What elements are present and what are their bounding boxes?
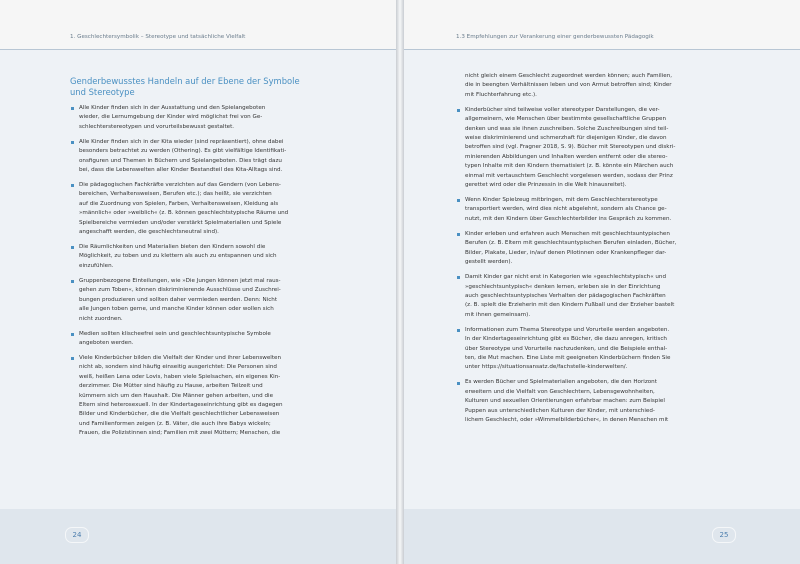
- text-line: betroffen sind (vgl. Fragner 2018, S. 9). Bücher mit Stereotypen und diskri-: [465, 144, 676, 151]
- running-header: [404, 0, 800, 50]
- text-line: nicht ab, sondern sind häufig einseitig ausgerichtet: Die Personen sind: [79, 364, 277, 371]
- text-line: Die Räumlichkeiten und Materialien bieten den Kindern sowohl die: [79, 244, 266, 251]
- running-header-text: 1.3 Empfehlungen zur Verankerung einer genderbewussten Pädagogik: [456, 34, 654, 40]
- text-line: In der Kindertageseinrichtung gibt es Bücher, die dazu anregen, kritisch: [465, 336, 667, 343]
- bullet-item: [456, 273, 726, 320]
- text-line: Berufen (z. B. Eltern mit geschlechtsuntypischen Berufen einladen, Bücher,: [465, 240, 677, 247]
- text-line: Kinder erleben und erfahren auch Menschen mit geschlechtsuntypischen: [465, 230, 670, 237]
- page-content: [70, 76, 332, 444]
- bullet-item: [70, 330, 332, 349]
- text-line: Viele Kinderbücher bilden die Vielfalt der Kinder und ihrer Lebenswelten: [79, 354, 282, 361]
- text-line: Gruppenbezogene Einteilungen, wie »Die Jungen können jetzt mal raus-: [79, 277, 281, 284]
- text-line: die in beengten Verhältnissen leben und von Armut betroffen sind; Kinder: [465, 82, 672, 89]
- text-line: einmal mit vertauschtem Geschlecht vorgelesen werden, sodass der Prinz: [465, 172, 673, 179]
- page-content: [456, 72, 726, 431]
- section-heading: [70, 76, 332, 98]
- text-line: bungen produzieren und sollten daher vermieden werden. Denn: Nicht: [79, 296, 278, 303]
- text-line: auch geschlechtsuntypisches Verhalten der pädagogischen Fachkräften: [465, 292, 666, 299]
- text-line: schlechterstereotypen und vorurteilsbewusst gestaltet.: [79, 123, 235, 130]
- page-number: 24: [65, 527, 89, 543]
- text-line: Wenn Kinder Spielzeug mitbringen, mit dem Geschlechterstereotype: [465, 197, 658, 204]
- text-line: mit Fluchterfahrung etc.).: [465, 91, 537, 98]
- text-line: nicht gleich einem Geschlecht zugeordnet werden können; auch Familien,: [465, 73, 673, 79]
- text-line: nicht zuordnen.: [79, 315, 123, 322]
- text-line: weiß, heißen Lena oder Lovis, haben viele Spielsachen, ein eigenes Kin-: [79, 373, 281, 380]
- text-line: Informationen zum Thema Stereotype und Vorurteile werden angeboten.: [465, 326, 670, 333]
- text-line: Frauen, die Polizistinnen sind; Familien mit zwei Müttern; Menschen, die: [79, 430, 281, 437]
- text-line: »männlich« oder »weiblich« (z. B. können geschlechtstypische Räume und: [79, 210, 289, 217]
- text-line: ten, die Mut machen. Eine Liste mit geeigneten Kinderbüchern finden Sie: [465, 354, 671, 361]
- text-line: Kulturen und sexuellen Orientierungen erfahrbar machen: zum Beispiel: [465, 398, 665, 405]
- text-line: bereichen, Verhaltensweisen, Berufen etc.); das heißt, sie verzichten: [79, 191, 272, 198]
- text-line: über Stereotype und Vorurteile nachzudenken, und die Beispiele enthal-: [465, 345, 668, 352]
- text-line: besonders betrachtet zu werden (Othering). Es gibt vielfältige Identifikati-: [79, 148, 287, 155]
- text-line: gerettet wird oder die Prinzessin in die Welt hinausreitet).: [465, 182, 627, 189]
- text-line: bei, dass die Lebenswelten aller Kinder Bestandteil des Kita-Alltags sind.: [79, 167, 283, 174]
- bullet-item: [70, 138, 332, 176]
- text-line: gehen zum Toben«, können diskriminierende Ausschlüsse und Zuschrei-: [79, 287, 281, 294]
- bullet-item: [70, 243, 332, 271]
- bullet-item: [70, 277, 332, 324]
- bullet-item: [456, 196, 726, 224]
- bullet-item: [456, 378, 726, 425]
- text-line: Spielbereiche vermieden und/oder verstärkt Spielmaterialien und Spiele: [79, 219, 282, 226]
- page-number: 25: [712, 527, 736, 543]
- text-line: derzimmer. Die Mütter sind häufig zu Hause, arbeiten Teilzeit und: [79, 383, 263, 390]
- heading-line: Genderbewusstes Handeln auf der Ebene der Symbole: [70, 76, 300, 86]
- text-line: Die pädagogischen Fachkräfte verzichten auf das Gendern (von Lebens-: [79, 182, 281, 189]
- text-line: minierenden Abbildungen und Inhalten werden entfernt oder die stereo-: [465, 153, 668, 160]
- book-gutter: [396, 0, 404, 564]
- text-line: typen Inhalte mit den Kindern thematisiert (z. B. könnte ein Märchen auch: [465, 163, 674, 170]
- text-line: lichem Geschlecht, oder »Wimmelbilderbücher«, in denen Menschen mit: [465, 416, 669, 423]
- text-line: und Familienformen zeigen (z. B. Väter, die auch ihre Babys wickeln;: [79, 420, 271, 427]
- text-line: Es werden Bücher und Spielmaterialien angeboten, die den Horizont: [465, 379, 657, 386]
- text-line: erweitern und die Vielfalt von Geschlechtern, Lebensgewohnheiten,: [465, 388, 655, 395]
- text-line: transportiert werden, wird dies nicht abgelehnt, sondern als Chance ge-: [465, 206, 667, 213]
- right-page: [404, 0, 800, 564]
- text-line: Kinderbücher sind teilweise voller stereotyper Darstellungen, die ver-: [465, 106, 660, 113]
- text-line: auf die Zuordnung von Spielen, Farben, Verhaltensweisen, Kleidung als: [79, 200, 279, 207]
- text-line: Medien sollten klischeefrei sein und geschlechtsuntypische Symbole: [79, 330, 271, 337]
- text-line: weise diskriminierend und schmerzhaft für diejenigen Kinder, die davon: [465, 135, 667, 142]
- text-line: Eltern sind heterosexuell. In der Kindertageseinrichtung gibt es dagegen: [79, 401, 283, 408]
- running-header-text: 1. Geschlechtersymbolik – Stereotype und tatsächliche Vielfalt: [70, 34, 246, 40]
- text-line: mit ihnen gemeinsam).: [465, 311, 531, 318]
- text-line: denken und was sie ihnen zuschreiben. Solche Zuschreibungen sind teil-: [465, 125, 669, 132]
- text-line: angeschafft werden, die geschlechtsneutral sind).: [79, 229, 219, 236]
- text-line: wieder, die Lernumgebung der Kinder wird möglichst frei von Ge-: [79, 114, 263, 121]
- bullet-item: [456, 230, 726, 268]
- text-line: onsfiguren und Themen in Büchern und Spielangeboten. Dies trägt dazu: [79, 157, 282, 164]
- page-footer: [0, 509, 396, 564]
- bullet-item: [70, 354, 332, 439]
- left-page: [0, 0, 396, 564]
- bullet-list: [456, 72, 726, 425]
- text-line: »geschlechtsuntypisch« denken lernen, erleben sie in der Einrichtung: [465, 283, 661, 290]
- text-line: nutzt, mit den Kindern über Geschlechterbilder ins Gespräch zu kommen.: [465, 215, 672, 222]
- text-line: Bilder, Plakate, Lieder, in/auf denen Pilotinnen oder Krankenpfleger dar-: [465, 249, 667, 256]
- text-line: (z. B. spielt die Erzieherin mit den Kindern Fußball und der Erzieher bastelt: [465, 302, 675, 309]
- text-line: unter https://situationsansatz.de/fachstelle-kinderwelten/.: [465, 364, 628, 371]
- text-line: allgemeinern, wie Menschen über bestimmte gesellschaftliche Gruppen: [465, 116, 667, 123]
- text-line: Möglichkeit, zu toben und zu klettern als auch zu entspannen und sich: [79, 253, 277, 260]
- text-line: einzufühlen.: [79, 262, 114, 269]
- continued-list-item: [456, 72, 726, 100]
- text-line: Alle Kinder finden sich in der Ausstattung und den Spielangeboten: [79, 105, 266, 111]
- text-line: alle Jungen toben gerne, und manche Kinder können oder wollen sich: [79, 306, 274, 313]
- heading-line: und Stereotype: [70, 87, 135, 97]
- running-header: [0, 0, 396, 50]
- text-line: angeboten werden.: [79, 339, 134, 346]
- bullet-item: [70, 181, 332, 237]
- bullet-item: [456, 106, 726, 191]
- text-line: Alle Kinder finden sich in der Kita wieder (sind repräsentiert), ohne dabei: [79, 138, 284, 145]
- bullet-item: [70, 104, 332, 132]
- bullet-list: [70, 104, 332, 439]
- page-footer: [404, 509, 800, 564]
- text-line: gestellt werden).: [465, 259, 513, 266]
- bullet-item: [456, 326, 726, 373]
- text-line: Puppen aus unterschiedlichen Kulturen der Kinder, mit unterschied-: [465, 407, 655, 414]
- text-line: Bilder und Kinderbücher, die die Vielfalt geschlechtlicher Lebensweisen: [79, 411, 280, 418]
- text-line: kümmern sich um den Haushalt. Die Männer gehen arbeiten, und die: [79, 392, 274, 399]
- text-line: Damit Kinder gar nicht erst in Kategorien wie »geschlechtstypisch« und: [465, 274, 667, 281]
